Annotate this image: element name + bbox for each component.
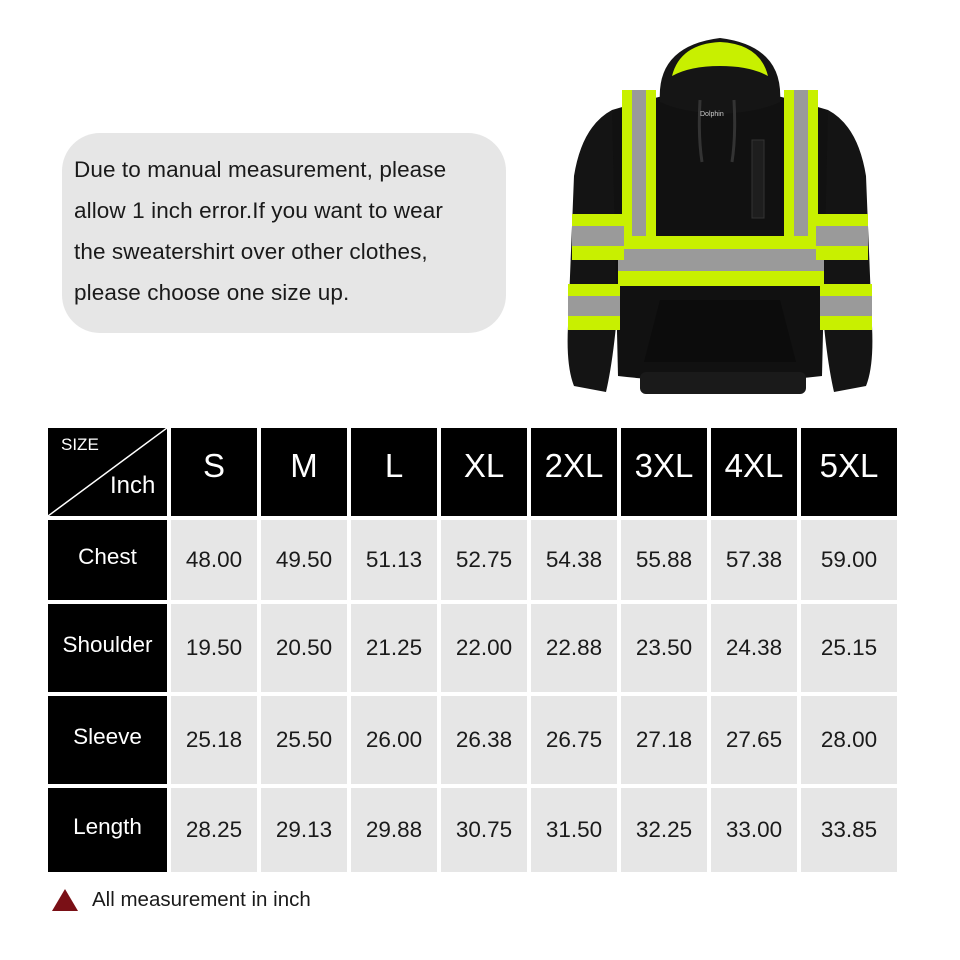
measurement-footnote: [52, 888, 311, 912]
table-cell: 19.50: [171, 604, 257, 692]
table-cell: 24.38: [711, 604, 797, 692]
table-cell: 25.50: [261, 696, 347, 784]
size-header: 4XL: [711, 428, 797, 516]
table-cell: 31.50: [531, 788, 617, 872]
table-cell: 33.85: [801, 788, 897, 872]
table-cell: 22.00: [441, 604, 527, 692]
note-line: please choose one size up.: [74, 280, 350, 305]
table-cell: 48.00: [171, 520, 257, 600]
table-cell: 57.38: [711, 520, 797, 600]
footnote-text: All measurement in inch: [92, 888, 311, 911]
table-cell: 22.88: [531, 604, 617, 692]
size-header: 2XL: [531, 428, 617, 516]
table-cell: 25.18: [171, 696, 257, 784]
size-header: M: [261, 428, 347, 516]
size-header: 5XL: [801, 428, 897, 516]
table-cell: 25.15: [801, 604, 897, 692]
table-cell: 26.75: [531, 696, 617, 784]
table-cell: 20.50: [261, 604, 347, 692]
row-label-length: Length: [48, 788, 167, 872]
corner-inch-label: Inch: [110, 472, 156, 499]
row-label-chest: Chest: [48, 520, 167, 600]
note-line: the sweatershirt over other clothes,: [74, 239, 428, 264]
size-header: L: [351, 428, 437, 516]
note-line: Due to manual measurement, please: [74, 157, 447, 182]
table-cell: 52.75: [441, 520, 527, 600]
corner-size-label: SIZE: [61, 435, 99, 454]
table-cell: 49.50: [261, 520, 347, 600]
table-cell: 28.25: [171, 788, 257, 872]
table-cell: 21.25: [351, 604, 437, 692]
size-header: S: [171, 428, 257, 516]
triangle-icon: [52, 889, 78, 911]
table-cell: 33.00: [711, 788, 797, 872]
table-cell: 51.13: [351, 520, 437, 600]
table-cell: 59.00: [801, 520, 897, 600]
size-header: 3XL: [621, 428, 707, 516]
table-cell: 26.00: [351, 696, 437, 784]
size-note: [62, 133, 506, 333]
note-line: allow 1 inch error.If you want to wear: [74, 198, 443, 223]
table-cell: 29.13: [261, 788, 347, 872]
table-cell: 28.00: [801, 696, 897, 784]
size-chart-table: [48, 428, 897, 872]
svg-text:Dolphin: Dolphin: [700, 111, 724, 118]
table-cell: 55.88: [621, 520, 707, 600]
table-cell: 26.38: [441, 696, 527, 784]
table-cell: 29.88: [351, 788, 437, 872]
hoodie-image: [560, 36, 880, 400]
row-label-shoulder: Shoulder: [48, 604, 167, 692]
size-header: XL: [441, 428, 527, 516]
table-cell: 27.65: [711, 696, 797, 784]
table-cell: 32.25: [621, 788, 707, 872]
row-label-sleeve: Sleeve: [48, 696, 167, 784]
table-cell: 30.75: [441, 788, 527, 872]
table-cell: 23.50: [621, 604, 707, 692]
size-inch-corner: [48, 428, 167, 516]
table-cell: 54.38: [531, 520, 617, 600]
table-cell: 27.18: [621, 696, 707, 784]
